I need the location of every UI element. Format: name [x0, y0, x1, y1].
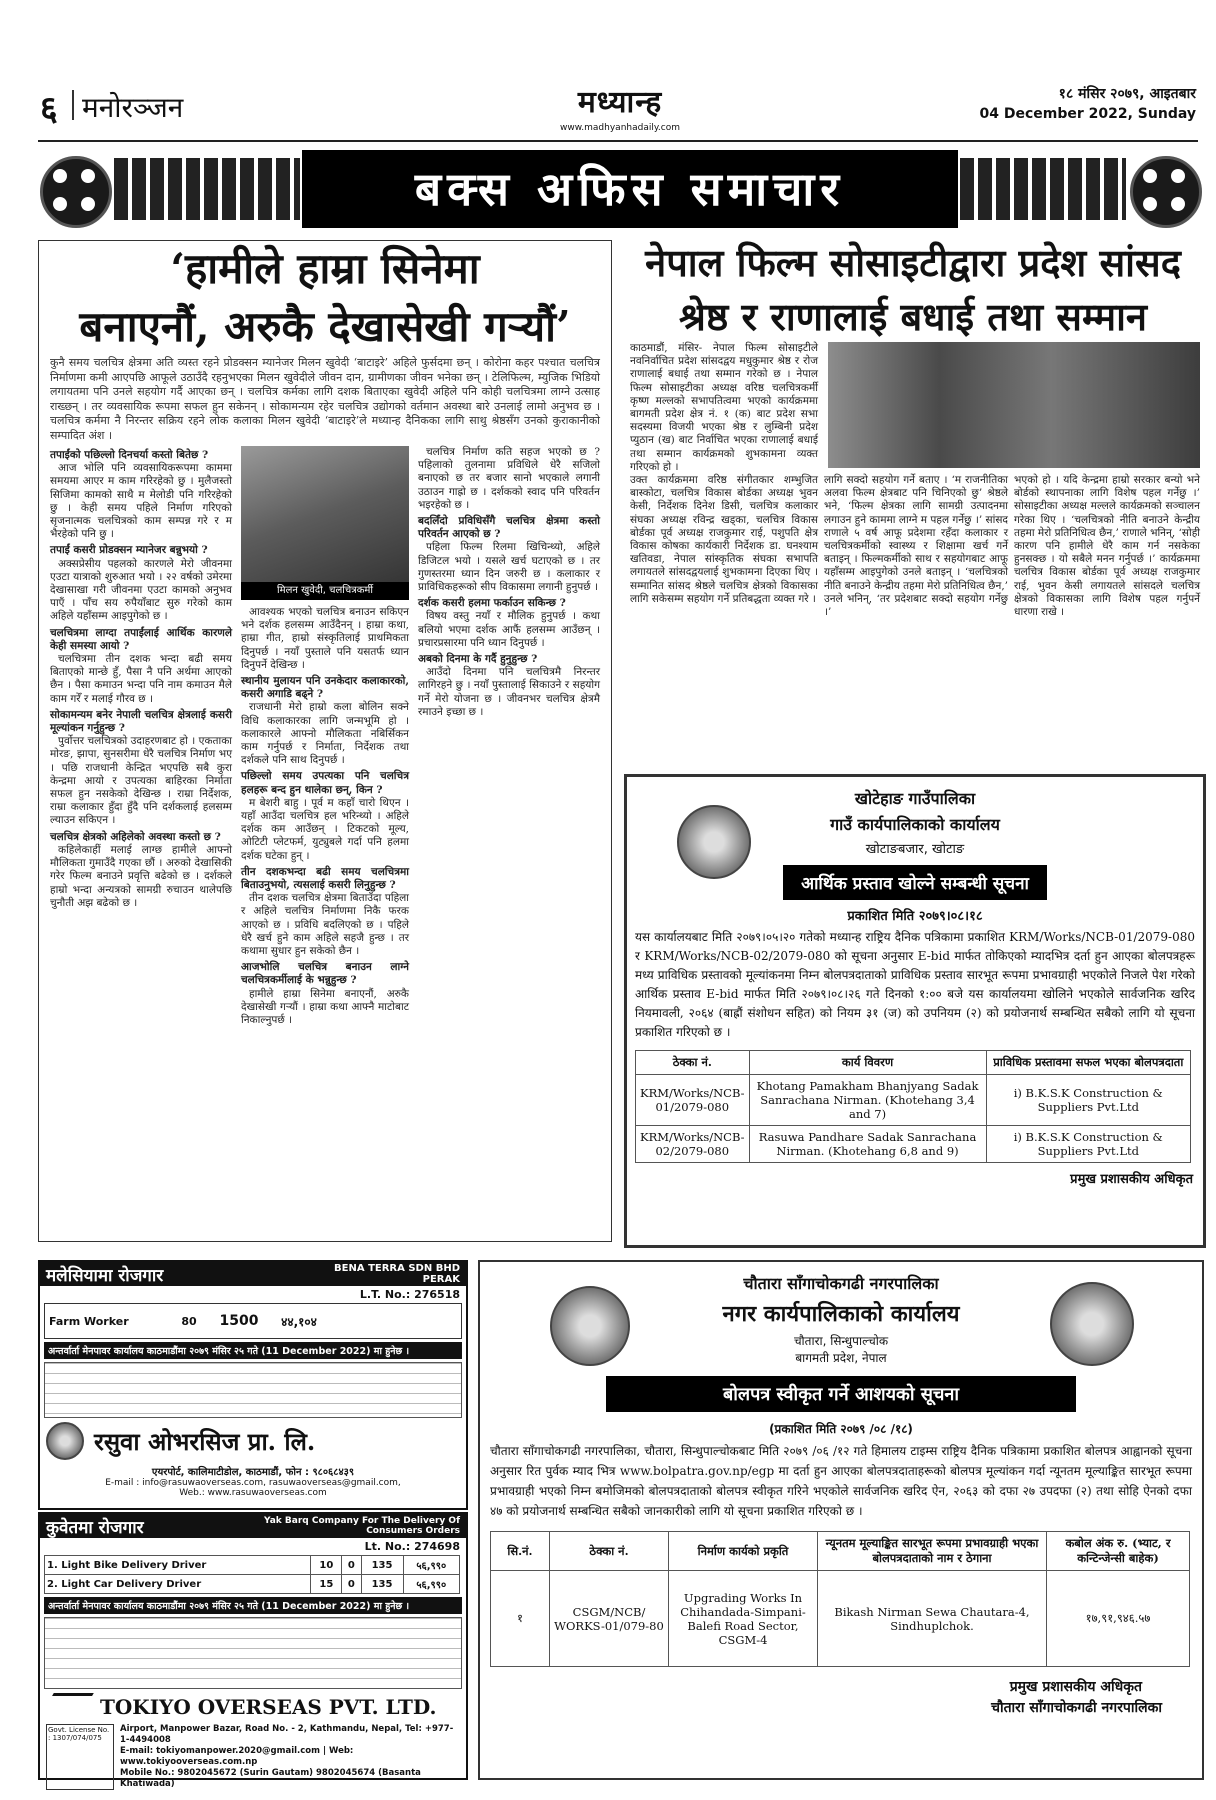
government-seal-icon — [677, 805, 751, 879]
masthead — [540, 80, 700, 133]
kuwait-job-ad — [38, 1512, 468, 1789]
interview-answer: आउँदो दिनमा पनि चलचित्रमै निरन्तर लागिरहने छु । नयाँ पुस्तालाई सिकाउने र सहयोग गर्ने मेरो योजना छ । जीवनभर चलचित्र क्षेत्रमै रमाउने इच्छा छ । — [418, 666, 600, 718]
agency-address: एयरपोर्ट, कालिमाटीडोल, काठमाडौं, फोन : ९८०६८४३९ — [151, 1467, 355, 1478]
interview-question: स्थानीय मुलायन पनि उनकेदार कलाकारको, कसरी अगाडि बढ्ने ? — [241, 675, 409, 701]
interview-question: आजभोलि चलचित्र बनाउन लाग्ने चलचित्रकर्मीलाई के भन्नुहुन्छ ? — [241, 961, 409, 987]
table-header: ठेक्का नं. — [636, 1051, 750, 1075]
interview-question: दर्शक कसरी हलमा फर्काउन सकिन्छ ? — [418, 597, 566, 610]
table-cell: i) B.K.S.K Construction & Suppliers Pvt.Ltd — [986, 1075, 1190, 1126]
table-cell: 15 — [311, 1575, 342, 1594]
airplane-logo-icon — [38, 1693, 94, 1720]
table-cell: १ — [491, 1571, 550, 1667]
ad-lt-number: Lt. No.: 274698 — [364, 1540, 460, 1553]
notice-office-4: बागमती प्रदेश, नेपाल — [795, 1351, 887, 1365]
table-row — [636, 1126, 1191, 1163]
ad-job-npr: ४४,१०४ — [281, 1314, 317, 1329]
society-headline-line-1: नेपाल फिल्म सोसाइटीद्वारा प्रदेश सांसद — [645, 240, 1181, 285]
interview-answer: आवश्यक भएको चलचित्र बनाउन सकिएन भने दर्शक हलसम्म आउँदैनन् । हाम्रा कथा, हाम्रा गीत, हाम्रो संस्कृतिलाई प्राथमिकता दिनुपर्छ । नयाँ पुस्ताले पनि यसतर्फ ध्यान दिनुपर्ने देखिन्छ । — [241, 606, 409, 671]
date-nepali: १८ मंसिर २०७९, आइतबार — [1058, 86, 1196, 102]
ad-title: कुवेतमा रोजगार — [46, 1517, 144, 1538]
notice-office-2: नगर कार्यपालिकाको कार्यालय — [722, 1302, 960, 1327]
header-rule — [38, 140, 1198, 142]
interview-question: चलचित्रमा लाग्दा तपाईंलाई आर्थिक कारणले केही समस्या आयो ? — [50, 626, 232, 652]
interview-answer: आज भोलि पनि व्यवसायिकरूपमा काममा समयमा आएर म काम गरिरहेको छु । मुलैजस्तो सिजिमा कामको साथै म मेलोडी पनि गरिरहेको छु । केही समय पहिले निर्माण गरिएको सृजनात्मक चलचित्रको काम सम्पन्न गरे र म भैरहेको पनि छु । — [50, 462, 232, 541]
notice-signature-office: चौतारा साँगाचोकगढी नगरपालिका — [991, 1700, 1162, 1716]
ad-job-row — [44, 1303, 462, 1339]
table-cell: 0 — [342, 1575, 361, 1594]
ad-interview-notice: अन्तर्वार्ता मेनपावर कार्यालय काठमाडौंमा २०७९ मंसिर २५ गते (11 December 2022) मा हुनेछ । — [44, 1597, 462, 1614]
table-cell: i) B.K.S.K Construction & Suppliers Pvt.Ltd — [986, 1126, 1190, 1163]
interview-column-3 — [418, 446, 600, 1232]
ad-job-title: Farm Worker — [49, 1314, 129, 1328]
society-column-a: उक्त कार्यक्रममा वरिष्ठ संगीतकार शम्भुजित बास्कोटा, चलचित्र विकास बोर्डका अध्यक्ष भुवन केसी, निर्देशक दिनेश डिसी, चलचित्र कलाकार संघका अध्यक्ष रविन्द्र खड्का, चलचित्र विकास बोर्डका पूर्व अध्यक्ष राजकुमार राई, पशुपति क्षेत्र विकास कोषका कार्यकारी निर्देशक डा. घनश्याम खतिवडा, नेपाल सांस्कृतिक संघका सभापति लगायतले सांसदद्वयलाई शुभकामना दिएका थिए । सम्मानित सांसद श्रेष्ठले चलचित्र क्षेत्रको विकासका लागि सकेसम्म सहयोग गर्ने प्रतिबद्धता व्यक्त गरे । — [630, 474, 818, 605]
date-english: 04 December 2022, Sunday — [979, 106, 1196, 122]
interview-answer: चलचित्र निर्माण कति सहज भएको छ ? पहिलाको तुलनामा प्रविधिले धेरै सजिलो बनाएको छ तर बजार सानो भएकाले लगानी उठाउन गाह्रो छ । दर्शकको स्वाद पनि परिवर्तन भइरहेको छ । — [418, 446, 600, 511]
agency-name: रसुवा ओभरसिज प्रा. लि. — [94, 1426, 316, 1456]
interview-column-2 — [241, 606, 409, 1232]
masthead-name: मध्यान्ह — [577, 85, 663, 120]
interviewee-photo — [241, 446, 409, 600]
ad-title: मलेसियामा रोजगार — [46, 1265, 164, 1286]
malaysia-job-ad — [38, 1260, 468, 1510]
film-strip-left — [114, 158, 300, 220]
table-cell: 1. Light Bike Delivery Driver — [45, 1556, 311, 1575]
notice-pub-date: (प्रकाशित मिति २०७९ /०८ /१८) — [769, 1422, 913, 1436]
masthead-url: www.madhyanhadaily.com — [560, 123, 680, 133]
agency-name: TOKIYO OVERSEAS PVT. LTD. — [100, 1694, 437, 1719]
table-header: सि.नं. — [491, 1532, 550, 1571]
table-cell: KRM/Works/NCB-01/2079-080 — [636, 1075, 750, 1126]
interview-answer: राजधानी मेरो हाम्रो कला बोलिन सक्ने विधि कलाकारका लागि जन्मभूमि हो । कलाकारले आफ्नो मौलिकता नबिर्सिकन काम गर्नुपर्छ र निर्माता, निर्देशक तथा दर्शकले पनि साथ दिनुपर्छ । — [241, 701, 409, 767]
table-header: प्राविधिक प्रस्तावमा सफल भएका बोलपत्रदाता — [986, 1051, 1190, 1075]
kuwait-job-table — [44, 1555, 460, 1594]
government-seal-icon — [550, 1286, 630, 1366]
table-cell: 2. Light Car Delivery Driver — [45, 1575, 311, 1594]
agency-mobile: Mobile No.: 9802045672 (Surin Gautam) 9802045674 (Basanta Khatiwada) — [120, 1768, 421, 1789]
table-cell: CSGM/NCB/ WORKS-01/079-80 — [550, 1571, 669, 1667]
ad-lt-number: L.T. No.: 276518 — [359, 1288, 460, 1301]
municipality-emblem-icon — [1050, 1282, 1134, 1366]
table-cell: Khotang Pamakham Bhanjyang Sadak Sanrachana Nirman. (Khotehang 3,4 and 7) — [749, 1075, 986, 1126]
table-header: ठेक्का नं. — [550, 1532, 669, 1571]
interview-question: तीन दशकभन्दा बढी समय चलचित्रमा बिताउनुभयो, त्यसलाई कसरी लिनुहुन्छ ? — [241, 865, 409, 892]
section-name: मनोरञ्जन — [82, 91, 184, 124]
notice-title: आर्थिक प्रस्ताव खोल्ने सम्बन्धी सूचना — [783, 865, 1047, 900]
interview-question: बदलिँदो प्रविधिसँगै चलचित्र क्षेत्रमा कस्तो परिवर्तन आएको छ ? — [418, 515, 600, 541]
khotehang-notice — [624, 774, 1206, 1248]
header-separator — [72, 90, 74, 120]
agency-logo-icon — [46, 1422, 84, 1460]
event-group-photo — [828, 342, 1200, 468]
interview-answer: विषय वस्तु नयाँ र मौलिक हुनुपर्छ । कथा बलियो भएमा दर्शक आफैं हलसम्म आउँछन् । प्रचारप्रसारमा पनि ध्यान दिनुपर्छ । — [418, 610, 600, 649]
table-cell: १७,९१,९४६.५७ — [1047, 1571, 1190, 1667]
notice-office-3: चौतारा, सिन्धुपाल्चोक — [793, 1334, 889, 1348]
interview-question: तपाईं कसरी प्रोडक्सन म्यानेजर बन्नुभयो ? — [50, 544, 208, 557]
banner-title: बक्स अफिस समाचार — [302, 150, 958, 228]
table-cell: 135 — [361, 1575, 403, 1594]
table-row — [45, 1556, 460, 1575]
interview-answer: अक्सप्रेसीय पहलको कारणले मेरो जीवनमा एउटा यात्राको शुरुआत भयो । २२ वर्षको उमेरमा देखासाखा गरी जीवनमा एउटा कामको अनुभव पाएँ । पाँच सय रुपैयाँबाट सुरु गरेको काम अहिले यहाँसम्म आइपुगेको छ । — [50, 557, 232, 623]
interview-question: तपाईंको पछिल्लो दिनचर्या कस्तो बितेछ ? — [50, 449, 209, 461]
notice-signature: प्रमुख प्रशासकीय अधिकृत — [1009, 1679, 1142, 1695]
chautara-notice — [478, 1260, 1204, 1780]
interview-question: पछिल्लो समय उपत्यका पनि चलचित्र हलहरू बन्द हुन थालेका छन्, किन ? — [241, 770, 409, 796]
table-row — [45, 1575, 460, 1594]
agency-license: Govt. License No. : 1307/074/075 — [46, 1724, 114, 1790]
table-cell: KRM/Works/NCB-02/2079-080 — [636, 1126, 750, 1163]
interview-answer: पुर्वोत्तर चलचित्रको उदाहरणबाट हो । एकताका मोरङ, झापा, सुनसरीमा धेरै चलचित्र निर्माण भए । पछि राजधानी केन्द्रित भएपछि सबै कुरा केन्द्रमा आयो र उपत्यका बाहिरका निर्माता सफल हुन नसकेको देखिन्छ । राम्रा निर्देशक, राम्रा कलाकार हुँदा हुँदै पनि दर्शकलाई हलसम्म ल्याउन सकिएन । — [50, 735, 232, 827]
interview-answer: चलचित्रमा तीन दशक भन्दा बढी समय बिताएको मान्छे हुँ, पैसा नै पनि अर्थमा आएको छैन । पैसा कमाउन भन्दा पनि नाम कमाउन मैले काम गरेँ र मलाई गौरव छ । — [50, 653, 232, 705]
agency-address: Airport, Manpower Bazar, Road No. - 2, Kathmandu, Nepal, Tel: +977-1-4494008 — [120, 1724, 454, 1745]
notice-title: बोलपत्र स्वीकृत गर्ने आशयको सूचना — [606, 1376, 1076, 1412]
interview-answer: पहिला फिल्म रिलमा खिचिन्थ्यो, अहिले डिजिटल भयो । यसले खर्च घटाएको छ । तर गुणस्तरमा ध्यान दिन जरुरी छ । कलाकार र प्राविधिकहरूको सीप विकासमा लगानी हुनुपर्छ । — [418, 541, 600, 594]
table-cell: Bikash Nirman Sewa Chautara-4, Sindhuplchok. — [818, 1571, 1047, 1667]
society-headline-line-2: श्रेष्ठ र राणालाई बधाई तथा सम्मान — [679, 294, 1147, 339]
film-reel-icon — [40, 156, 112, 228]
table-header: न्यूनतम मूल्याङ्कित सारभूत रूपमा प्रभावग्राही भएका बोलपत्रदाताको नाम र ठेगाना — [818, 1532, 1047, 1571]
interview-question: चलचित्र क्षेत्रको अहिलेको अवस्था कस्तो छ ? — [50, 830, 221, 843]
society-column-b: लागि सक्दो सहयोग गर्ने बताए । ‘म राजनीतिका अलवा फिल्म क्षेत्रबाट पनि चिनिएको छु’ श्रेष्ठले भने, ‘फिल्म क्षेत्रका लागि सामग्री उत्पादनमा लगाउन हुने काममा लाग्ने म पहल गर्नेछु ।’ सांसद राणाले ५ वर्ष आफू प्रदेशमा रहँदा कलाकार र चलचित्रकर्मीको स्वास्थ्य र शिक्षामा खर्च गर्ने बताइन् । फिल्मकर्मीको साथ र सहयोगबाट आफू यहाँसम्म आइपुगेको उनले बताइन् । ‘चलचित्रको नीति बनाउने केन्द्रीय तहमा मेरो प्रतिनिधित्व छैन,’ उनले भनिन्, ‘तर प्रदेशबाट सक्दो सहयोग गर्नेछु ।’ — [824, 474, 1008, 619]
agency-web: Web.: www.rasuwaoverseas.com — [179, 1488, 327, 1498]
film-reel-icon — [1130, 156, 1202, 228]
box-office-banner — [40, 150, 1200, 230]
interview-lead: कुनै समय चलचित्र क्षेत्रमा अति व्यस्त रहने प्रोडक्सन म्यानेजर मिलन खुवेदी ‘बाटाइरे’ अहिले फुर्सदमा छन् । कोरोना कहर पश्चात चलचित्र निर्माणमा कमी आएपछि आफूले उठाउँदै रहनुभएका मिलन खुवेदीले जीवन दान, ग्रामीणका जीवन भनेका छन् । टेलिफिल्म, म्युजिक भिडियो लगायतमा पनि उनले सहयोग गर्दै आएका छन् । चलचित्र कर्मका लागि दशक बिताएका खुवेदी अहिले पनि कोही चलचित्रमा लाग्ने उत्साह राख्छन् । तर व्यवसायिक रूपमा सफल हुन सकेनन् । सोकामन्यम रहेर चलचित्र उद्योगको वर्तमान अवस्था बारे उनलाई लामो अनुभव छ । चलचित्र कर्ममा नै निरन्तर सक्रिय रहने लोक कलाका मिलन खुवेदी ‘बाटाइरे’ले मध्यान्ह दैनिकका लागि साथु श्रेष्ठसँग उनको कुराकानीको सम्पादित अंश । — [50, 356, 600, 442]
table-header: कार्य विवरण — [749, 1051, 986, 1075]
notice-body: चौतारा साँगाचोकगढी नगरपालिका, चौतारा, सिन्धुपाल्चोकबाट मिति २०७९ /०६ /१२ गते हिमालय टाइम्स राष्ट्रिय दैनिक पत्रिकामा प्रकाशित बोलपत्र आह्वानको सूचना अनुसार रित पुर्वक म्याद भित्र www.bolpatra.gov.np/egp मा दर्ता हुन आएका बोलपत्रदाताहरूको बोलपत्र मूल्यांकन गर्दा न्यूनतम मूल्याङ्कित सारभूत रूपमा प्रभावग्राही भएको निम्न बमोजिमको बोलपत्रदाताको बोलपत्र स्वीकृत गरिने भएकोले सार्वजनिक खरिद ऐन, २०६३ को दफा २७ उपदफा (२) तथा सोहि ऐनको दफा ४७ को प्रयोजनार्थ सम्बन्धित सबैको जानकारीको लागि यो सूचना प्रकाशित गरिएको छ । — [490, 1444, 1192, 1518]
notice-office-2: गाउँ कार्यपालिकाको कार्यालय — [830, 815, 1000, 834]
khotehang-tender-table — [635, 1050, 1191, 1163]
chautara-tender-table — [490, 1531, 1190, 1667]
table-cell: Rasuwa Pandhare Sadak Sanrachana Nirman. (Khotehang 6,8 and 9) — [749, 1126, 986, 1163]
interview-answer: कहिलेकाहीं मलाई लाग्छ हामीले आफ्नो मौलिकता गुमाउँदै गएका छौं । अरुको देखासिकी गरेर फिल्म बनाउने प्रवृत्ति बढेको छ । दर्शकले हाम्रो भन्दा अन्यत्रको सामग्री रुचाउन थालेपछि चुनौती अझ बढेको छ । — [50, 843, 232, 909]
table-cell: Upgrading Works In Chihandada-Simpani-Balefi Road Sector, CSGM-4 — [669, 1571, 818, 1667]
ad-company: Yak Barq Company For The Delivery Of Consumers Orders — [264, 1516, 460, 1536]
interview-answer: तीन दशक चलचित्र क्षेत्रमा बिताउँदा पहिला र अहिले चलचित्र निर्माणमा निकै फरक आएको छ । प्रविधि बदलिएको छ । पहिले धेरै खर्च हुने काम अहिले सहजै हुन्छ । तर कथामा सुधार हुन सकेको छैन । — [241, 892, 409, 958]
table-cell: ५६,९९० — [403, 1556, 459, 1575]
notice-office-1: चौतारा साँगाचोकगढी नगरपालिका — [743, 1274, 939, 1293]
ad-interview-notice: अन्तर्वार्ता मेनपावर कार्यालय काठमाडौंमा २०७९ मंसिर २५ गते (11 December 2022) मा हुनेछ । — [44, 1342, 462, 1359]
ad-requirements-grid — [44, 1617, 462, 1689]
agency-email: E-mail : info@rasuwaoverseas.com, rasuwaoverseas@gmail.com, — [105, 1478, 401, 1488]
interview-column-1 — [50, 446, 232, 1232]
table-row — [636, 1075, 1191, 1126]
ad-requirements-grid — [44, 1362, 462, 1418]
ad-company: BENA TERRA SDN BHD — [334, 1263, 460, 1274]
ad-state: PERAK — [422, 1274, 460, 1285]
interview-answer: हामीले हाम्रा सिनेमा बनाएनौं, अरुकै देखासेखी गर्‍यौं । हाम्रा कथा आफ्नै माटोबाट निकाल्नुपर्छ । — [241, 987, 409, 1027]
notice-signature: प्रमुख प्रशासकीय अधिकृत — [1070, 1172, 1193, 1187]
headline-line-1: ‘हामीले हाम्रा सिनेमा — [170, 244, 480, 293]
header-date — [980, 84, 1197, 124]
interview-question: अबको दिनमा के गर्दै हुनुहुन्छ ? — [418, 653, 538, 666]
ad-job-quantity: 80 — [181, 1314, 197, 1328]
table-cell: 10 — [311, 1556, 342, 1575]
film-strip-right — [960, 158, 1126, 220]
ad-job-salary: 1500 — [219, 1313, 259, 1329]
headline-line-2: बनाएनौं, अरुकै देखासेखी गर्‍यौं’ — [79, 302, 571, 351]
table-row — [491, 1571, 1190, 1667]
table-header: निर्माण कार्यको प्रकृति — [669, 1532, 818, 1571]
agency-email: E-mail: tokiyomanpower.2020@gmail.com | Web: www.tokiyooverseas.com.np — [120, 1746, 354, 1767]
table-cell: 135 — [361, 1556, 403, 1575]
notice-body: यस कार्यालयबाट मिति २०७९।०५।२० गतेको मध्यान्ह राष्ट्रिय दैनिक पत्रिकामा प्रकाशित KRM/Works/NCB-01/2079-080 र KRM/Works/NCB-02/2079-080 को सूचना अनुसार E-bid मार्फत तोकिएको म्यादभित्र दर्ता हुन आएका बोलपत्रहरू मध्य प्राविधिक प्रस्तावको मूल्यांकनमा निम्न बोलपत्रदाताको प्राविधिक प्रस्ताव सारभूत रूपमा प्रभावग्राही भएकोले निजले पेश गरेको आर्थिक प्रस्ताव E-bid मार्फत मिति २०७९।०८।२६ गते दिनको १:०० बजे यस कार्यालयमा खोलिने भएकोले सार्वजनिक खरिद नियमावली, २०६४ (बाह्रौं संशोधन सहित) को नियम ३१ (ज) को उपनियम (२) को प्रयोजनार्थ सम्बन्धित सबैको लागि यो सूचना प्रकाशित गरिएको छ । — [635, 930, 1195, 1039]
table-cell: ५६,९९० — [403, 1575, 459, 1594]
notice-office-1: खोटेहाङ गाउँपालिका — [854, 789, 976, 808]
society-column-c: भएको हो । यदि केन्द्रमा हाम्रो सरकार बन्यो भने बोर्डको स्थापनाका लागि विशेष पहल गर्नेछु ।’ सोसाइटीका अध्यक्ष मल्लले कार्यक्रमको सञ्चालन गरेका थिए । ‘चलचित्रको नीति बनाउने केन्द्रीय तहमा मेरो प्रतिनिधित्व छैन,’ राणाले भनिन्, ‘सोही कारण पनि हामीले धेरै काम गर्न नसकेका हुनसक्छ । यो सबैले मनन गर्नुपर्छ ।’ कार्यक्रममा चलचित्र विकास बोर्डका पूर्व अध्यक्ष राजकुमार राई, भुवन केसी लगायतले सांसदले चलचित्र क्षेत्रको विकासका लागि विशेष पहल गर्नुपर्ने धारणा राखे । — [1014, 474, 1200, 619]
notice-office-3: खोटाङबजार, खोटाङ — [865, 842, 965, 857]
table-cell: 0 — [342, 1556, 361, 1575]
notice-pub-date: प्रकाशित मिति २०७९।०८।१८ — [847, 909, 983, 924]
interview-headline — [40, 240, 610, 356]
interview-answer: म बेशरी बाहु । पूर्व म कहाँ चारो थिएन । यहाँ आउँदा चलचित्र हल भरिन्थ्यो । अहिले दर्शक कम आउँछन् । टिकटको मूल्य, ओटिटी प्लेटफर्म, युट्युबले गर्दा पनि हलमा दर्शक घटेका हुन् । — [241, 796, 409, 862]
interview-question: सोकामन्यम बनेर नेपाली चलचित्र क्षेत्रलाई कसरी मूल्यांकन गर्नुहुन्छ ? — [50, 708, 232, 735]
table-header: कबोल अंक रु. (भ्याट, र कन्टिन्जेन्सी बाहेक) — [1047, 1532, 1190, 1571]
society-headline — [626, 236, 1200, 344]
page-number: ६ — [40, 89, 58, 129]
society-intro: काठमाडौं, मंसिर- नेपाल फिल्म सोसाइटीले नवनिर्वाचित प्रदेश सांसदद्वय मधुकुमार श्रेष्ठ र रोज राणालाई बधाई तथा सम्मान गरेको छ । नेपाल फिल्म सोसाइटीका अध्यक्ष वरिष्ठ चलचित्रकर्मी कृष्ण मल्लको सभापतित्वमा भएको कार्यक्रममा बागमती प्रदेश क्षेत्र नं. १ (क) बाट प्रदेश सभा सदस्यमा विजयी भएका श्रेष्ठ र लुम्बिनी प्रदेश प्युठान (ख) बाट निर्वाचित भएका राणालाई बधाई तथा सम्मान कार्यक्रमको शुभकामना व्यक्त गरिएको हो । — [630, 342, 818, 473]
photo-caption: मिलन खुवेदी, चलचित्रकर्मी — [241, 582, 409, 600]
